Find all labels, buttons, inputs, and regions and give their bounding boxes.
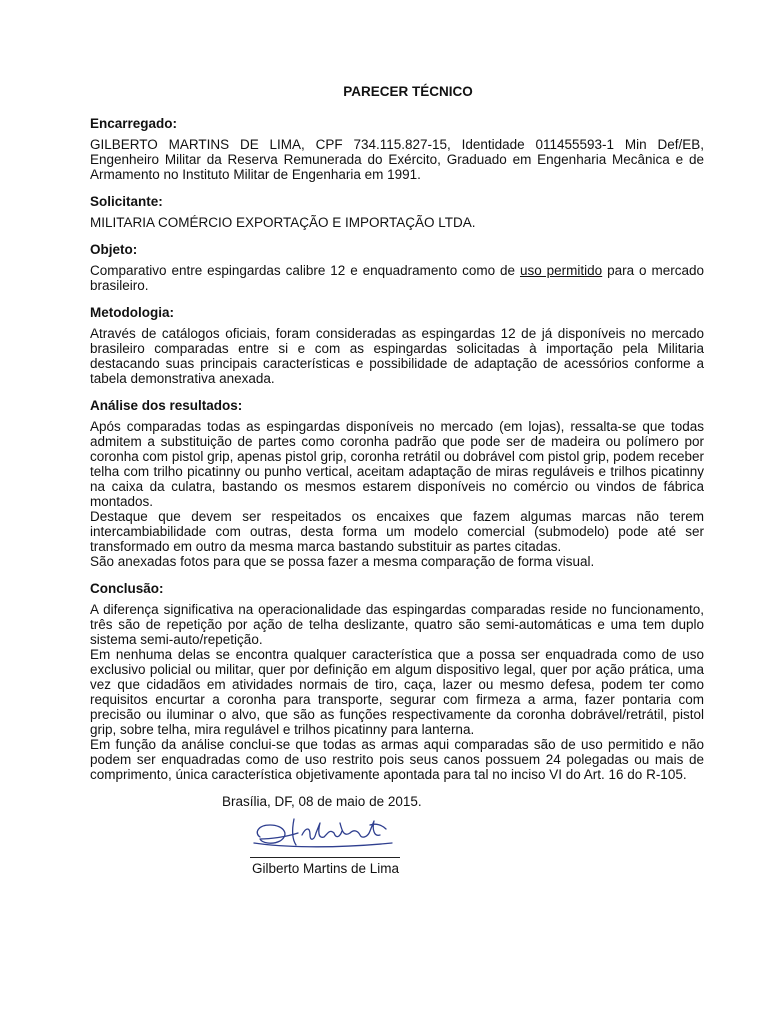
metodologia-text: Através de catálogos oficiais, foram consideradas as espingardas 12 de já disponíveis no mercado brasileiro comparadas entre si e com as espingardas solicitadas à importação pela Militaria destacando suas principais características e possibilidade de adaptação de acessórios conforme a tabela demonstrativa anexada. xyxy=(90,326,704,386)
conclusao-paragraph-3: Em função da análise conclui-se que todas as armas aqui comparadas são de uso permitido e não podem ser enquadradas como de uso restrito pois seus canos possuem 24 polegadas ou mais de comprimento, única característica objetivamente apontada para tal no inciso VI do Art. 16 do R-105. xyxy=(90,737,704,782)
place-date: Brasília, DF, 08 de maio de 2015. xyxy=(222,794,422,809)
section-analise xyxy=(90,398,704,569)
objeto-text-before: Comparativo entre espingardas calibre 12 e enquadramento como de xyxy=(90,263,520,278)
analise-paragraph-3: São anexadas fotos para que se possa fazer a mesma comparação de forma visual. xyxy=(90,554,595,569)
encarregado-text: GILBERTO MARTINS DE LIMA, CPF 734.115.827-15, Identidade 011455593-1 Min Def/EB, Engenheiro Militar da Reserva Remunerada do Exército, Graduado em Engenharia Mecânica e de Armamento no Instituto Militar de Engenharia em 1991. xyxy=(90,137,704,182)
section-encarregado xyxy=(90,116,704,182)
solicitante-label: Solicitante: xyxy=(90,194,163,209)
document-title: PARECER TÉCNICO xyxy=(343,84,473,99)
objeto-text-after: para o mercado brasileiro. xyxy=(90,263,704,293)
signature-image xyxy=(250,813,400,855)
section-objeto xyxy=(90,242,704,293)
signature-scribble xyxy=(250,813,400,855)
conclusao-paragraph-2: Em nenhuma delas se encontra qualquer característica que a possa ser enquadrada como de uso exclusivo policial ou militar, quer por definição em algum dispositivo legal, quer por ação prática, uma vez que cidadãos em atividades normais de tiro, caça, lazer ou mesmo defesa, podem ter como requisitos encurtar a coronha para transporte, segurar com firmeza a arma, fazer pontaria com precisão ou iluminar o alvo, que são as funções respectivamente da coronha dobrável/retrátil, pistol grip, sobre telha, mira regulável e trilhos picatinny para lanterna. xyxy=(90,647,704,737)
encarregado-label: Encarregado: xyxy=(90,116,178,131)
analise-paragraph-1: Após comparadas todas as espingardas disponíveis no mercado (em lojas), ressalta-se que todas admitem a substituição de partes como coronha padrão que pode ser de madeira ou polímero por coronha com pistol grip, apenas pistol grip, coronha retrátil ou dobrável com pistol grip, podem receber telha com trilho picatinny ou punho vertical, aceitam adaptação de miras reguláveis e trilhos picatinny na caixa da culatra, bastando os mesmos estarem disponíveis no comércio ou vindos de fábrica montados. xyxy=(90,419,704,509)
section-solicitante xyxy=(90,194,704,230)
conclusao-label: Conclusão: xyxy=(90,581,164,596)
metodologia-label: Metodologia: xyxy=(90,305,174,320)
analise-paragraph-2: Destaque que devem ser respeitados os encaixes que fazem algumas marcas não terem intercambiabilidade com outras, desta forma um modelo comercial (submodelo) pode até ser transformado em outro da mesma marca bastando substituir as partes citadas. xyxy=(90,509,704,554)
signatory-name: Gilberto Martins de Lima xyxy=(252,861,400,876)
objeto-label: Objeto: xyxy=(90,242,138,257)
section-metodologia xyxy=(90,305,704,386)
solicitante-text: MILITARIA COMÉRCIO EXPORTAÇÃO E IMPORTAÇÃO LTDA. xyxy=(90,215,476,230)
section-conclusao xyxy=(90,581,704,782)
analise-label: Análise dos resultados: xyxy=(90,398,243,413)
conclusao-paragraph-1: A diferença significativa na operacionalidade das espingardas comparadas reside no funcionamento, três são de repetição por ação de telha deslizante, quatro são semi-automáticas e uma tem duplo sistema semi-auto/repetição. xyxy=(90,602,704,647)
signature-line xyxy=(250,857,400,858)
objeto-text-underlined: uso permitido xyxy=(519,263,603,278)
objeto-text xyxy=(90,263,704,293)
